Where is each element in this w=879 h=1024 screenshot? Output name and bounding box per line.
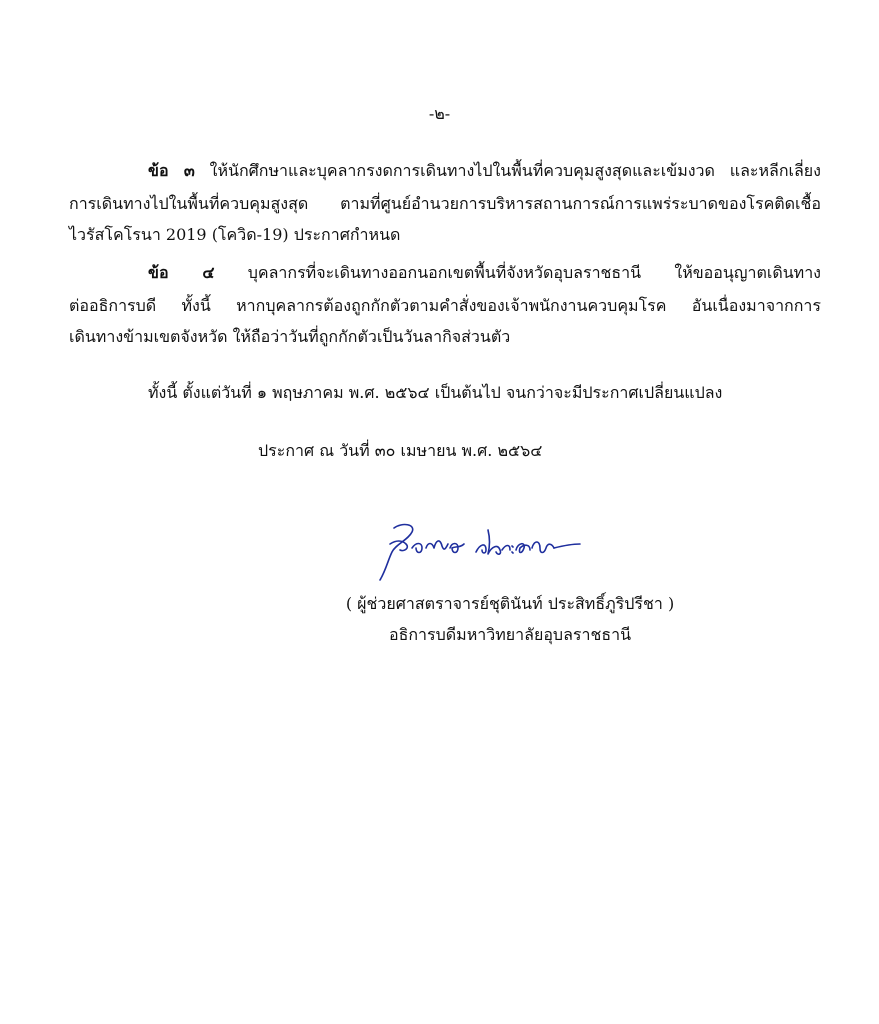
- page-number: -๒-: [428, 104, 451, 123]
- announcement-date-text: ประกาศ ณ วันที่ ๓๐ เมษายน พ.ศ. ๒๕๖๔: [258, 441, 543, 460]
- clause4-label: ข้อ ๔: [148, 263, 215, 282]
- clause3-label: ข้อ ๓: [148, 161, 195, 180]
- effective-date-text: ทั้งนี้ ตั้งแต่วันที่ ๑ พฤษภาคม พ.ศ. ๒๕๖๔ เป็นต้นไป จนกว่าจะมีประกาศเปลี่ยนแปลง: [148, 383, 723, 402]
- clause4-line3: เดินทางข้ามเขตจังหวัด ให้ถือว่าวันที่ถูกกักตัวเป็นวันลากิจส่วนตัว: [69, 327, 511, 346]
- signature-drawing: [372, 518, 587, 586]
- signature: [372, 518, 587, 586]
- clause3-line3: ไวรัสโคโรนา 2019 (โควิด-19) ประกาศกำหนด: [69, 225, 401, 244]
- signatory-name: ( ผู้ช่วยศาสตราจารย์ชุตินันท์ ประสิทธิ์ภูริปรีชา ): [345, 594, 675, 613]
- clause4-line2: ต่ออธิการบดี ทั้งนี้ หากบุคลากรต้องถูกกักตัวตามคำสั่งของเจ้าพนักงานควบคุมโรค อันเนื่องมาจากการ: [69, 296, 821, 315]
- signatory-position: อธิการบดีมหาวิทยาลัยอุบลราชธานี: [388, 625, 632, 644]
- clause3-line2: การเดินทางไปในพื้นที่ควบคุมสูงสุด ตามที่ศูนย์อำนวยการบริหารสถานการณ์การแพร่ระบาดของโรคติดเชื้อ: [69, 194, 821, 213]
- clause4-line1: [148, 262, 821, 284]
- clause3-line1: [148, 160, 821, 182]
- clause4-text-1: บุคลากรที่จะเดินทางออกนอกเขตพื้นที่จังหวัดอุบลราชธานี ให้ขออนุญาตเดินทาง: [247, 263, 821, 282]
- clause3-text-1: ให้นักศึกษาและบุคลากรงดการเดินทางไปในพื้นที่ควบคุมสูงสุดและเข้มงวด และหลีกเลี่ยง: [209, 161, 821, 180]
